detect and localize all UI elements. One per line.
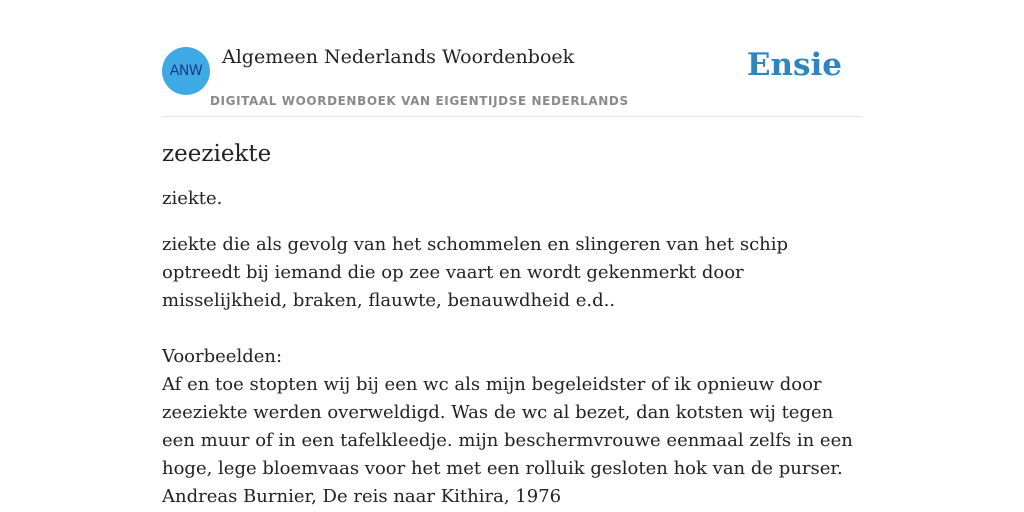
definition-block (162, 231, 862, 511)
anw-logo-text: ANW (169, 63, 203, 79)
examples-label: Voorbeelden: (162, 346, 283, 367)
dictionary-title: Algemeen Nederlands Woordenboek (222, 46, 575, 68)
ensie-brand-link[interactable]: Ensie (746, 47, 842, 83)
anw-logo[interactable] (162, 47, 210, 95)
example-text: Af en toe stopten wij bij een wc als mijn begeleidster of ik opnieuw door zeeziekte werden overweldigd. Was de wc al bezet, dan kotsten wij tegen een muur of in een tafelkleedje. mijn beschermvrouwe eenmaal zelfs in een hoge, lege bloemvaas voor het met een rolluik gesloten hok van de purser. (162, 374, 853, 479)
dictionary-subtitle: DIGITAAL WOORDENBOEK VAN EIGENTIJDSE NEDERLANDS (210, 94, 629, 108)
entry-content (162, 137, 862, 511)
site-header (162, 0, 862, 117)
entry-headword: zeeziekte (162, 141, 272, 167)
example-source: Andreas Burnier, De reis naar Kithira, 1976 (162, 486, 562, 507)
definition-text: ziekte die als gevolg van het schommelen en slingeren van het schip optreedt bij iemand die op zee vaart en wordt gekenmerkt door misselijkheid, braken, flauwte, benauwdheid e.d.. (162, 234, 789, 311)
short-definition: ziekte. (162, 188, 223, 209)
